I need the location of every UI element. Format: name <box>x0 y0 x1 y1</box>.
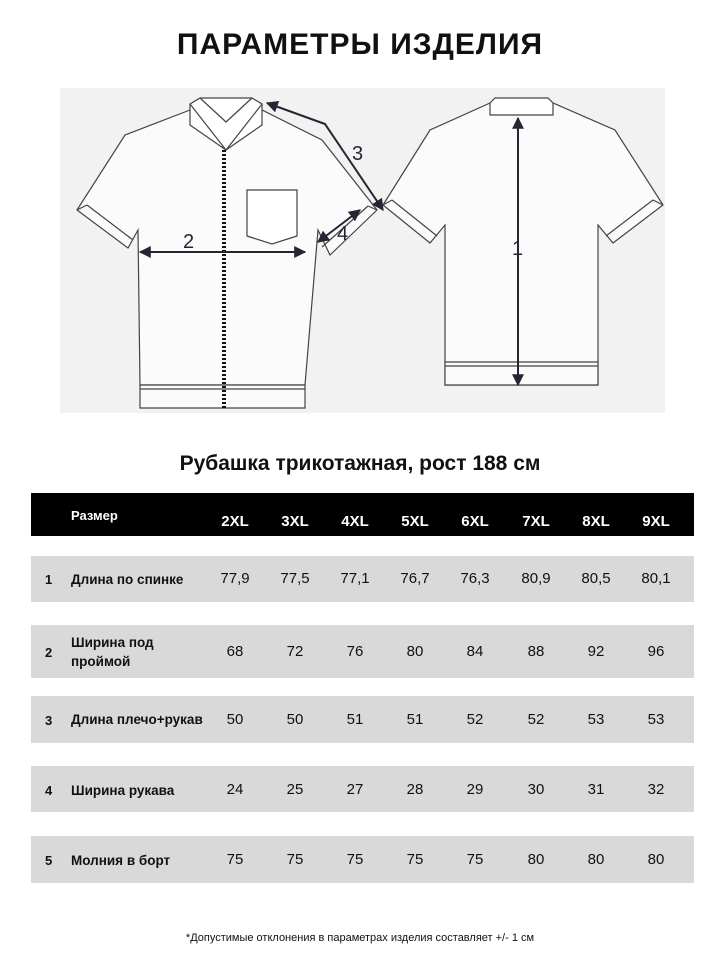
table-cell: 80,9 <box>521 570 551 587</box>
table-cell: 80,1 <box>641 570 671 587</box>
table-cell: 25 <box>286 781 304 798</box>
table-cell: 84 <box>466 643 484 660</box>
row-number: 3 <box>45 713 53 728</box>
table-row <box>31 556 694 602</box>
table-cell: 31 <box>587 781 605 798</box>
table-cell: 75 <box>286 851 304 868</box>
table-cell: 24 <box>226 781 244 798</box>
table-cell: 96 <box>647 643 665 660</box>
diagram-label-2: 2 <box>183 231 195 253</box>
table-cell: 77,9 <box>220 570 250 587</box>
size-header: 4XL <box>341 513 369 530</box>
table-cell: 80 <box>647 851 665 868</box>
diagram-label-1: 1 <box>512 238 524 260</box>
table-cell: 28 <box>406 781 424 798</box>
table-cell: 77,5 <box>280 570 310 587</box>
table-cell: 76,3 <box>460 570 490 587</box>
table-cell: 75 <box>466 851 484 868</box>
size-column-label: Размер <box>71 508 118 523</box>
shirt-diagram <box>60 88 665 413</box>
table-row <box>31 836 694 883</box>
table-row <box>31 766 694 812</box>
table-cell: 32 <box>647 781 665 798</box>
table-cell: 53 <box>587 711 605 728</box>
row-label: Ширина под проймой <box>71 635 154 669</box>
row-label: Молния в борт <box>71 853 171 868</box>
table-cell: 80 <box>527 851 545 868</box>
size-header: 2XL <box>221 513 249 530</box>
table-cell: 50 <box>226 711 244 728</box>
diagram-label-3: 3 <box>352 143 364 165</box>
table-cell: 76,7 <box>400 570 430 587</box>
table-cell: 50 <box>286 711 304 728</box>
size-header: 5XL <box>401 513 429 530</box>
row-number: 5 <box>45 853 53 868</box>
size-header: 8XL <box>582 513 610 530</box>
footnote: *Допустимые отклонения в параметрах изделия составляет +/- 1 см <box>185 932 535 944</box>
table-cell: 80 <box>587 851 605 868</box>
row-label: Ширина рукава <box>71 783 175 798</box>
row-label: Длина плечо+рукав <box>71 712 203 727</box>
table-cell: 72 <box>286 643 304 660</box>
table-cell: 27 <box>346 781 364 798</box>
table-title: Рубашка трикотажная, рост 188 см <box>179 452 541 475</box>
size-table <box>31 493 694 868</box>
row-label: Длина по спинке <box>71 572 184 587</box>
row-number: 2 <box>45 645 53 660</box>
table-row <box>31 696 694 743</box>
table-cell: 88 <box>527 643 545 660</box>
table-cell: 52 <box>466 711 484 728</box>
table-cell: 29 <box>466 781 484 798</box>
page-title: ПАРАМЕТРЫ ИЗДЕЛИЯ <box>176 28 544 61</box>
table-cell: 52 <box>527 711 545 728</box>
size-header: 6XL <box>461 513 489 530</box>
diagram-label-4: 4 <box>337 223 349 245</box>
table-cell: 80 <box>406 643 424 660</box>
table-cell: 75 <box>346 851 364 868</box>
table-cell: 30 <box>527 781 545 798</box>
table-cell: 80,5 <box>581 570 611 587</box>
table-cell: 76 <box>346 643 364 660</box>
size-header: 3XL <box>281 513 309 530</box>
size-header: 9XL <box>642 513 670 530</box>
table-cell: 92 <box>587 643 605 660</box>
size-header: 7XL <box>522 513 550 530</box>
table-cell: 77,1 <box>340 570 370 587</box>
table-cell: 51 <box>346 711 364 728</box>
table-row <box>31 625 694 678</box>
row-number: 4 <box>45 783 53 798</box>
table-header <box>31 493 694 536</box>
row-number: 1 <box>45 572 53 587</box>
table-cell: 75 <box>226 851 244 868</box>
table-cell: 51 <box>406 711 424 728</box>
table-cell: 75 <box>406 851 424 868</box>
table-cell: 53 <box>647 711 665 728</box>
table-cell: 68 <box>226 643 244 660</box>
